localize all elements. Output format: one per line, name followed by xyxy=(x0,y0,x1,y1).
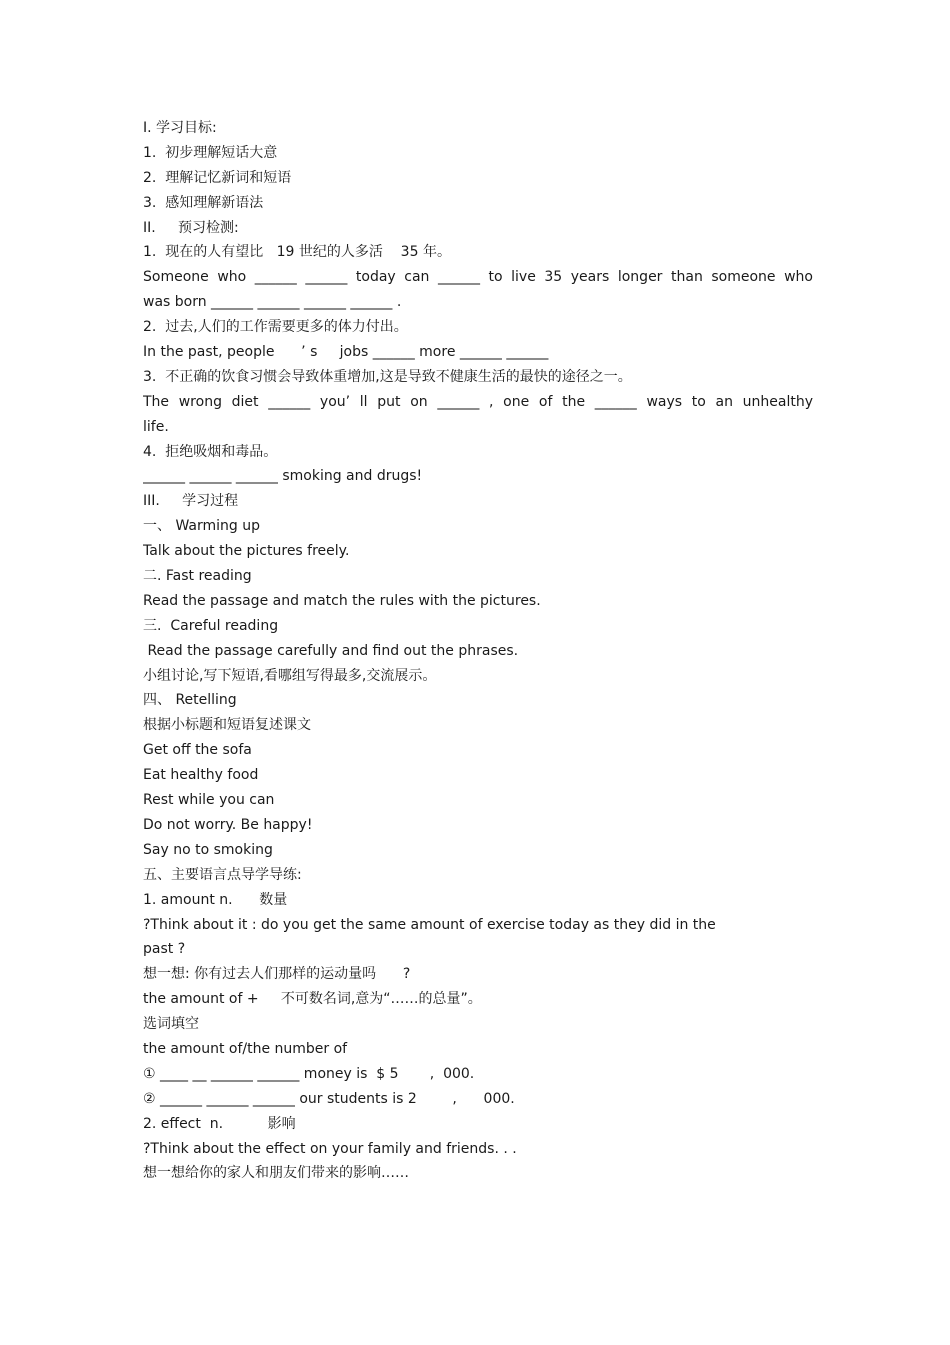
section-heading-learning-goals: Ⅰ. 学习目标: xyxy=(143,120,217,136)
subsection-heading: 四、 Retelling xyxy=(143,692,237,709)
retelling-heading: Eat healthy food xyxy=(143,767,259,784)
example-sentence: past ? xyxy=(143,941,186,958)
goal-item: 1. 初步理解短话大意 xyxy=(143,144,278,161)
exercise-prompt: 2. 过去,人们的工作需要更多的体力付出。 xyxy=(143,319,408,336)
section-heading-learning-process: III. 学习过程 xyxy=(143,493,239,510)
exercise-sentence: Someone who ______ ______ today can ______ to live 35 years longer than someone who xyxy=(143,269,813,286)
retelling-heading: Say no to smoking xyxy=(143,841,273,858)
instruction-text: 选词填空 xyxy=(143,1016,199,1033)
fill-blank-item: ② ______ ______ ______ our students is 2 , 000. xyxy=(143,1090,515,1107)
instruction-text: 小组讨论,写下短语,看哪组写得最多,交流展示。 xyxy=(143,667,437,684)
subsection-heading: 二. Fast reading xyxy=(143,568,252,585)
goal-item: 3. 感知理解新语法 xyxy=(143,194,264,211)
instruction-text: Read the passage carefully and find out the phrases. xyxy=(143,642,519,659)
usage-note: the amount of + 不可数名词,意为“……的总量”。 xyxy=(143,991,482,1008)
instruction-text: 根据小标题和短语复述课文 xyxy=(143,717,311,734)
instruction-text: Read the passage and match the rules with the pictures. xyxy=(143,592,541,609)
subsection-heading: 一、 Warming up xyxy=(143,518,260,535)
example-sentence: ?Think about it : do you get the same amount of exercise today as they did in the xyxy=(143,916,716,933)
exercise-prompt: 3. 不正确的饮食习惯会导致体重增加,这是导致不健康生活的最快的途径之一。 xyxy=(143,368,632,385)
subsection-heading: 五、主要语言点导学导练: xyxy=(143,866,302,883)
worksheet-page xyxy=(143,116,813,1186)
exercise-sentence: was born ______ ______ ______ ______ . xyxy=(143,294,402,311)
exercise-sentence: life. xyxy=(143,418,169,435)
subsection-heading: 三. Careful reading xyxy=(143,617,279,634)
instruction-text: Talk about the pictures freely. xyxy=(143,543,350,560)
retelling-heading: Rest while you can xyxy=(143,792,275,809)
vocab-entry: 1. amount n. 数量 xyxy=(143,891,288,908)
fill-blank-item: ① ____ __ ______ ______ money is $ 5 , 000. xyxy=(143,1065,475,1082)
example-sentence: ?Think about the effect on your family and friends. . . xyxy=(143,1140,517,1157)
retelling-heading: Do not worry. Be happy! xyxy=(143,816,313,833)
translation-text: 想一想: 你有过去人们那样的运动量吗 ? xyxy=(143,966,411,983)
exercise-sentence: In the past, people ’ s jobs ______ more ______ ______ xyxy=(143,344,549,361)
translation-text: 想一想给你的家人和朋友们带来的影响…… xyxy=(143,1165,409,1182)
exercise-prompt: 4. 拒绝吸烟和毒品。 xyxy=(143,443,278,460)
section-heading-preview-check: II. 预习检测: xyxy=(143,219,239,236)
goal-item: 2. 理解记忆新词和短语 xyxy=(143,169,292,186)
word-choices: the amount of/the number of xyxy=(143,1040,348,1057)
exercise-prompt: 1. 现在的人有望比 19 世纪的人多活 35 年。 xyxy=(143,244,451,261)
retelling-heading: Get off the sofa xyxy=(143,742,252,759)
exercise-sentence: ______ ______ ______ smoking and drugs! xyxy=(143,468,423,485)
vocab-entry: 2. effect n. 影响 xyxy=(143,1115,296,1132)
exercise-sentence: The wrong diet ______ you’ ll put on ______ , one of the ______ ways to an unhealthy xyxy=(143,393,813,410)
